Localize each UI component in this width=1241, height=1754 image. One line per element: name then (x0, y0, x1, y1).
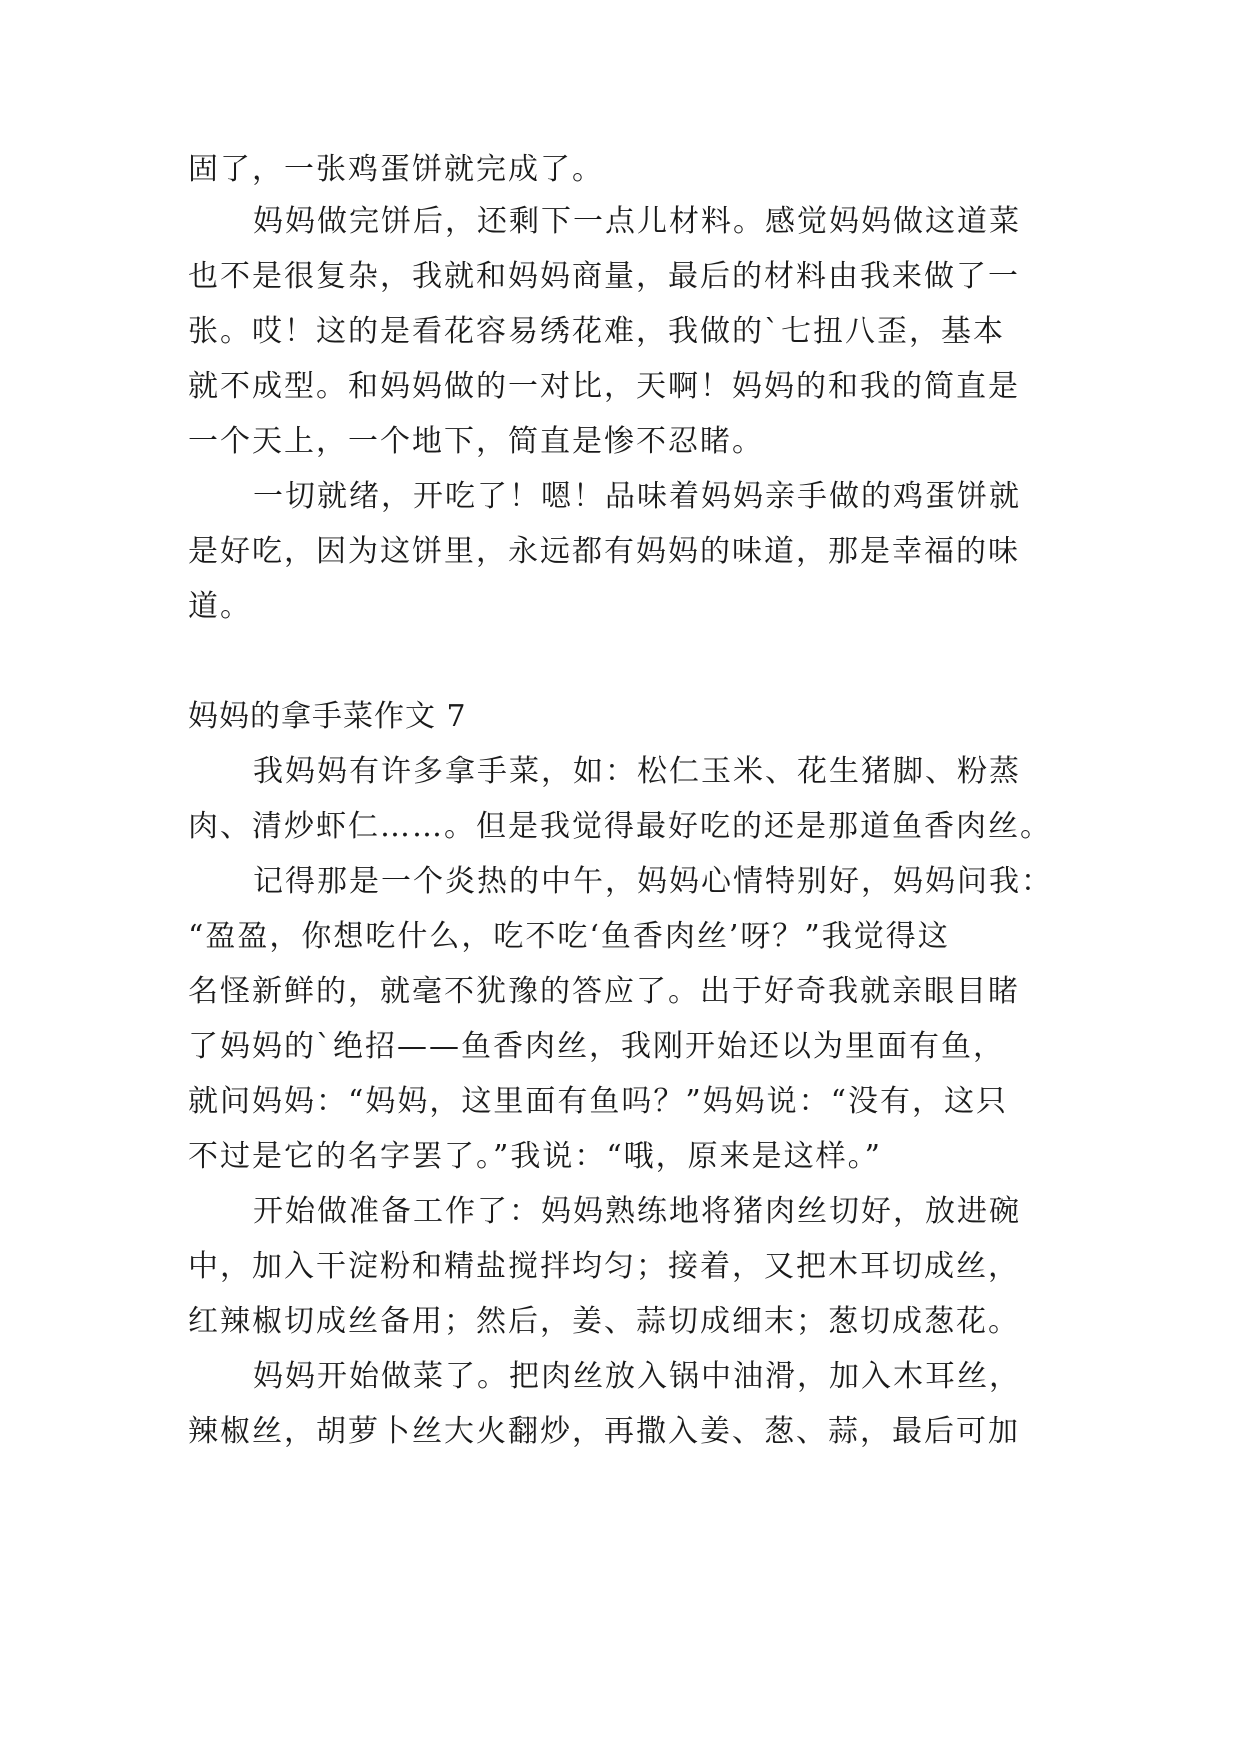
paragraph-line: 道。 (188, 589, 252, 624)
paragraph-line: 就不成型。和妈妈做的一对比，天啊！妈妈的和我的简直是 (188, 369, 1020, 404)
paragraph-line: 我妈妈有许多拿手菜，如：松仁玉米、花生猪脚、粉蒸 (253, 754, 1021, 789)
paragraph-line: 妈妈开始做菜了。把肉丝放入锅中油滑，加入木耳丝， (253, 1359, 1021, 1394)
paragraph-line: 红辣椒切成丝备用；然后，姜、蒜切成细末；葱切成葱花。 (188, 1304, 1020, 1339)
paragraph-line: 固了，一张鸡蛋饼就完成了。 (188, 152, 604, 187)
paragraph-line: 开始做准备工作了：妈妈熟练地将猪肉丝切好，放进碗 (253, 1194, 1021, 1229)
paragraph-line: 张。哎！这的是看花容易绣花难，我做的`七扭八歪，基本 (188, 314, 1005, 349)
paragraph-line: 了妈妈的`绝招——鱼香肉丝，我刚开始还以为里面有鱼， (188, 1029, 1005, 1064)
paragraph-line: 不过是它的名字罢了。”我说：“哦，原来是这样。” (188, 1139, 883, 1174)
paragraph-line: 肉、清炒虾仁……。但是我觉得最好吃的还是那道鱼香肉丝。 (188, 809, 1052, 844)
paragraph-line: 辣椒丝，胡萝卜丝大火翻炒，再撒入姜、葱、蒜，最后可加 (188, 1414, 1020, 1449)
paragraph-line: 中，加入干淀粉和精盐搅拌均匀；接着，又把木耳切成丝， (188, 1249, 1020, 1284)
paragraph-line: 记得那是一个炎热的中午，妈妈心情特别好，妈妈问我： (253, 864, 1053, 899)
paragraph-line: 名怪新鲜的，就毫不犹豫的答应了。出于好奇我就亲眼目睹 (188, 974, 1020, 1009)
paragraph-line: 是好吃，因为这饼里，永远都有妈妈的味道，那是幸福的味 (188, 534, 1020, 569)
paragraph-line: 就问妈妈：“妈妈，这里面有鱼吗？”妈妈说：“没有，这只 (188, 1084, 1009, 1119)
paragraph-line: “盈盈，你想吃什么，吃不吃‘鱼香肉丝’呀？”我觉得这 (188, 919, 950, 954)
paragraph-line: 一切就绪，开吃了！嗯！品味着妈妈亲手做的鸡蛋饼就 (253, 479, 1021, 514)
section-heading: 妈妈的拿手菜作文 7 (188, 699, 467, 734)
paragraph-line: 一个天上，一个地下，简直是惨不忍睹。 (188, 424, 764, 459)
paragraph-line: 妈妈做完饼后，还剩下一点儿材料。感觉妈妈做这道菜 (253, 204, 1021, 239)
paragraph-line: 也不是很复杂，我就和妈妈商量，最后的材料由我来做了一 (188, 259, 1020, 294)
